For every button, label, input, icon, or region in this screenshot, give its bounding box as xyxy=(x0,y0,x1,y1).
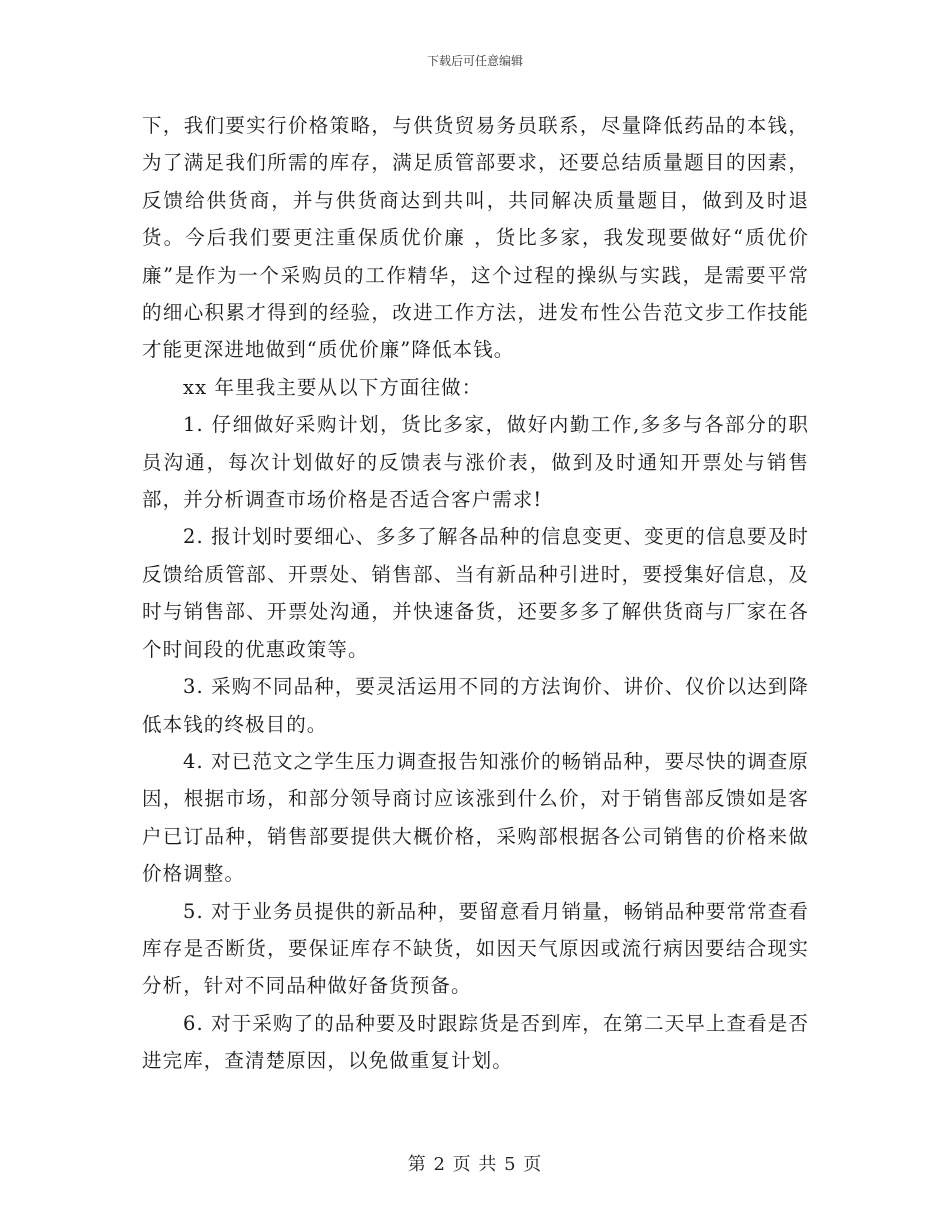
list-item-2: 2. 报计划时要细心、多多了解各品种的信息变更、变更的信息要及时反馈给质管部、开票处、销售部、当有新品种引进时，要授集好信息，及时与销售部、开票处沟通，并快速备货，还要多多了解供货商与厂家在各个时间段的优惠政策等。 xyxy=(142,525,809,661)
list-item-6: 6. 对于采购了的品种要及时跟踪货是否到库，在第二天早上查看是否进完库，查清楚原因，以免做重复计划。 xyxy=(142,1011,809,1073)
paragraph-continuation: 下，我们要实行价格策略，与供货贸易务员联系，尽量降低药品的本钱，为了满足我们所需的库存，满足质管部要求，还要总结质量题目的因素，反馈给供货商，并与供货商达到共叫，共同解决质量题目，做到及时退货。今后我们要更注重保质优价廉 ，货比多家，我发现要做好“质优价廉”是作为一个采购员的工作精华，这个过程的操纵与实践，是需要平常的细心积累才得到的经验，改进工作方法，进发布性公告范文步工作技能才能更深进地做到“质优价廉”降低本钱。 xyxy=(142,114,809,362)
list-item-5: 5. 对于业务员提供的新品种，要留意看月销量，畅销品种要常常查看库存是否断货，要保证库存不缺货，如因天气原因或流行病因要结合现实分析，针对不同品种做好备货预备。 xyxy=(142,899,809,998)
list-item-3: 3. 采购不同品种，要灵活运用不同的方法询价、讲价、仪价以达到降低本钱的终极目的。 xyxy=(142,675,809,736)
list-item-1: 1. 仔细做好采购计划，货比多家，做好内勤工作,多多与各部分的职员沟通，每次计划做好的反馈表与涨价表，做到及时通知开票处与销售部，并分析调查市场价格是否适合客户需求! xyxy=(142,413,809,512)
list-item-4: 4. 对已范文之学生压力调查报告知涨价的畅销品种，要尽快的调查原因，根据市场，和部分领导商讨应该涨到什么价，对于销售部反馈如是客户已订品种，销售部要提供大概价格，采购部根据各公司销售的价格来做价格调整。 xyxy=(142,749,809,886)
page-header: 下载后可任意编辑 xyxy=(426,54,523,68)
page-number: 第 2 页 共 5 页 xyxy=(407,1154,543,1175)
paragraph-intro: xx 年里我主要从以下方面往做： xyxy=(183,375,483,399)
document-body xyxy=(142,107,809,1080)
